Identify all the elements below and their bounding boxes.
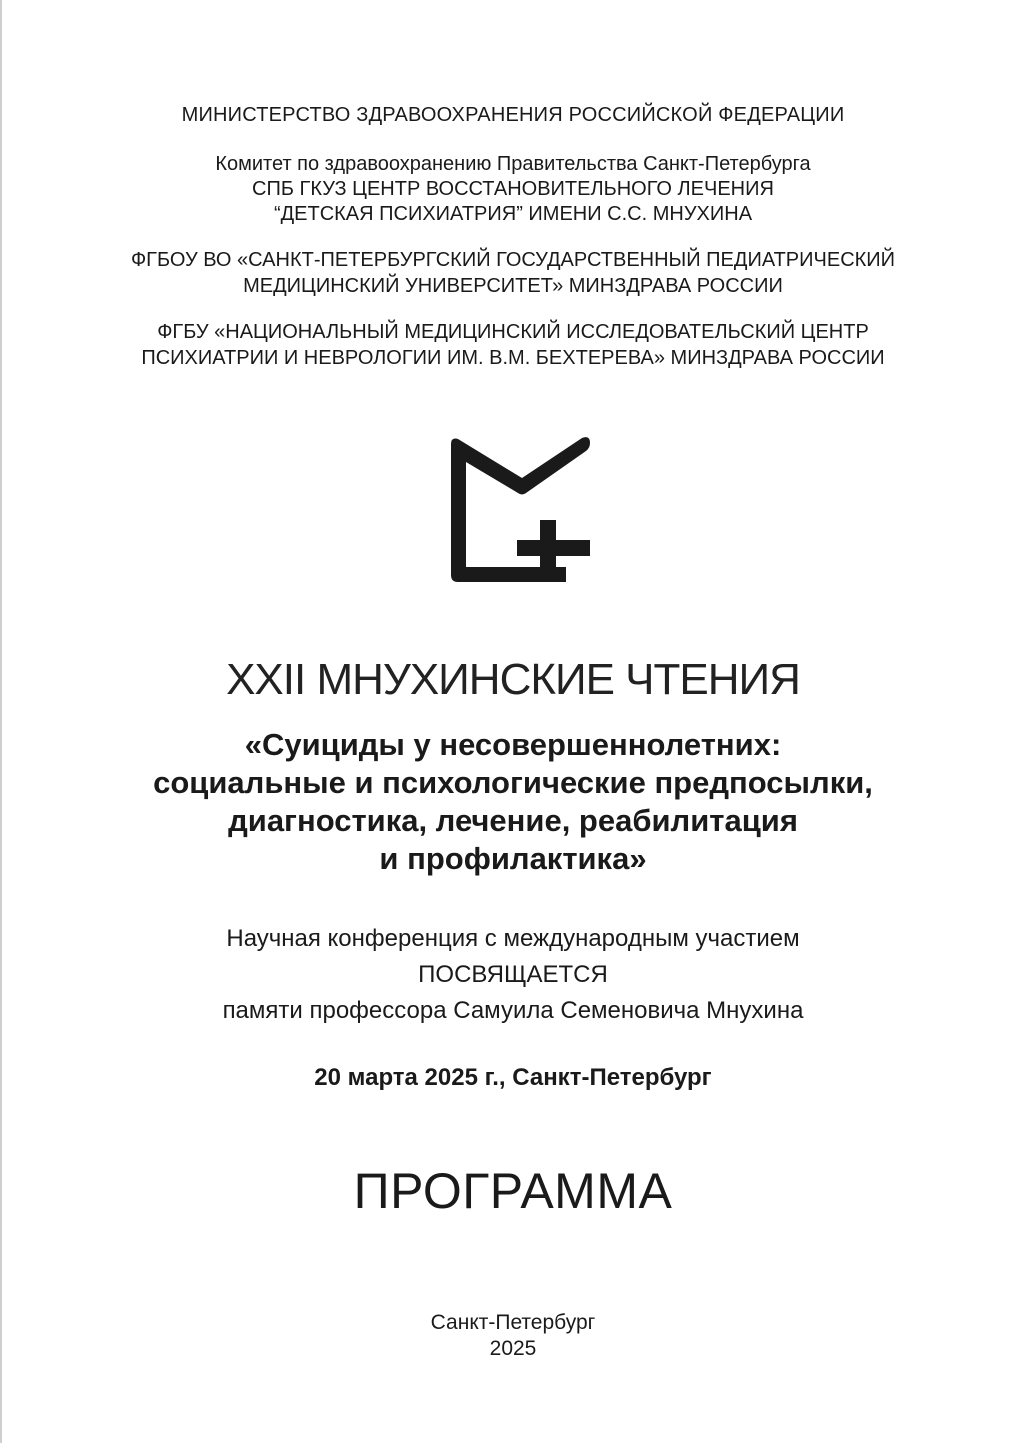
organizer-line: СПБ ГКУЗ ЦЕНТР ВОССТАНОВИТЕЛЬНОГО ЛЕЧЕНИЯ (252, 178, 774, 200)
organizer-university-block (2, 247, 1022, 299)
program-heading: ПРОГРАММА (353, 1163, 673, 1219)
logo-graphic (444, 434, 594, 589)
organizer-research-center-block (2, 319, 1022, 371)
theme-line: диагностика, лечение, реабилитация (228, 803, 798, 838)
organizer-line: ФГБУ «НАЦИОНАЛЬНЫЙ МЕДИЦИНСКИЙ ИССЛЕДОВАТЕЛЬСКИЙ ЦЕНТР (157, 321, 869, 343)
organizer-committee-block (2, 152, 1022, 227)
theme-line: социальные и психологические предпосылки, (153, 765, 873, 800)
theme-line: и профилактика» (379, 841, 647, 876)
publication-place-year (2, 1310, 1022, 1362)
description-line: Научная конференция с международным участием (226, 925, 800, 952)
organizer-line: “ДЕТСКАЯ ПСИХИАТРИЯ” ИМЕНИ С.С. МНУХИНА (273, 203, 753, 225)
ministry-line: МИНИСТЕРСТВО ЗДРАВООХРАНЕНИЯ РОССИЙСКОЙ ФЕДЕРАЦИИ (181, 104, 845, 126)
m-plus-logo-icon (444, 434, 594, 589)
readings-title: XXII МНУХИНСКИЕ ЧТЕНИЯ (226, 655, 800, 704)
publication-year: 2025 (489, 1337, 537, 1360)
organizer-line: Комитет по здравоохранению Правительства Санкт-Петербурга (215, 153, 811, 175)
organizer-line: ПСИХИАТРИИ И НЕВРОЛОГИИ ИМ. В.М. БЕХТЕРЕВА» МИНЗДРАВА РОССИИ (141, 347, 885, 369)
organizer-line: МЕДИЦИНСКИЙ УНИВЕРСИТЕТ» МИНЗДРАВА РОССИИ (243, 275, 783, 297)
ministry-heading (2, 104, 1022, 127)
event-date-place: 20 марта 2025 г., Санкт-Петербург (314, 1064, 712, 1091)
publication-city: Санкт-Петербург (430, 1311, 596, 1334)
organizer-line: ФГБОУ ВО «САНКТ-ПЕТЕРБУРГСКИЙ ГОСУДАРСТВЕННЫЙ ПЕДИАТРИЧЕСКИЙ (130, 249, 896, 271)
conference-description (2, 921, 1022, 1029)
conference-theme (2, 726, 1022, 878)
theme-line: «Суициды у несовершеннолетних: (244, 727, 782, 762)
description-line: ПОСВЯЩАЕТСЯ (418, 961, 608, 988)
description-line: памяти профессора Самуила Семеновича Мнухина (222, 997, 804, 1024)
